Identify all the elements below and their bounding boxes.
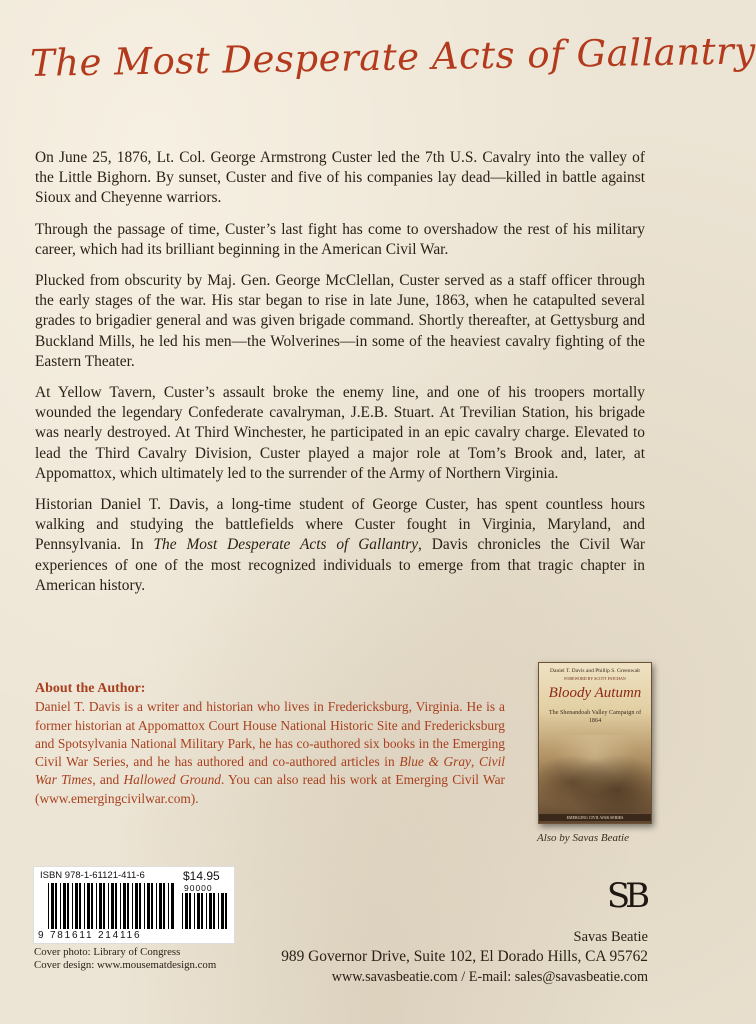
barcode-bar — [159, 883, 162, 929]
book-title: The Most Desperate Acts of Gallantry — [29, 29, 756, 85]
barcode-bar — [218, 893, 219, 929]
publisher-info — [281, 928, 648, 987]
barcode-bar — [103, 883, 105, 929]
barcode-bar — [194, 893, 195, 929]
barcode-bar — [144, 883, 145, 929]
publisher-address: 989 Governor Drive, Suite 102, El Dorado Hills, CA 95762 — [281, 948, 648, 965]
barcode-bar — [60, 883, 61, 929]
blurb-paragraph-2: Through the passage of time, Custer’s last fight has come to overshadow the rest of his military career, which had its brilliant beginning in the American Civil War. — [35, 220, 645, 258]
photo-credit: Cover photo: Library of Congress — [34, 946, 181, 958]
barcode-bar — [197, 893, 200, 929]
barcode-bar — [51, 883, 54, 929]
barcode-bar — [225, 893, 227, 929]
magazine-2: Civil War Times — [35, 754, 506, 788]
barcode-bar — [209, 893, 212, 929]
barcode-bar — [151, 883, 153, 929]
addon-bars — [182, 893, 228, 929]
barcode-bar — [147, 883, 150, 929]
price: $14.95 — [183, 869, 220, 883]
barcode-bar — [135, 883, 138, 929]
barcode — [34, 867, 234, 943]
ean-digits: 9 781611 214116 — [38, 930, 142, 941]
barcode-bar — [55, 883, 57, 929]
barcode-bar — [168, 883, 169, 929]
barcode-bar — [123, 883, 126, 929]
related-book-cover — [538, 662, 652, 824]
barcode-bar — [67, 883, 69, 929]
about-sep-2: , and — [92, 772, 124, 788]
p5-book-title: The Most Desperate Acts of Gallantry — [153, 536, 419, 554]
publisher-logo: SB — [606, 876, 646, 916]
publisher-name: Savas Beatie — [573, 929, 648, 945]
blurb — [35, 148, 645, 607]
cover-title: Bloody Autumn — [548, 685, 642, 701]
barcode-bar — [91, 883, 93, 929]
addon-digits: 90000 — [184, 883, 213, 893]
barcode-bar — [115, 883, 117, 929]
barcode-bar — [111, 883, 114, 929]
barcode-bar — [75, 883, 78, 929]
cover-series: EMERGING CIVIL WAR SERIES — [539, 814, 651, 821]
barcode-bar — [185, 893, 188, 929]
barcode-bar — [206, 893, 207, 929]
barcode-bar — [132, 883, 133, 929]
barcode-bar — [201, 893, 203, 929]
barcode-bar — [96, 883, 97, 929]
barcode-bar — [72, 883, 73, 929]
barcode-bar — [108, 883, 109, 929]
barcode-bar — [99, 883, 102, 929]
blurb-paragraph-5 — [35, 495, 645, 596]
barcode-bar — [139, 883, 141, 929]
barcode-bar — [221, 893, 224, 929]
publisher-web-email: www.savasbeatie.com / E-mail: sales@savasbeatie.com — [331, 969, 648, 985]
barcode-bar — [48, 883, 49, 929]
barcode-bar — [79, 883, 81, 929]
blurb-paragraph-3: Plucked from obscurity by Maj. Gen. George McClellan, Custer served as a staff officer through the early stages of the war. His star began to rise in late June, 1863, when he catapulted several grades to brigadier general and was given brigade command. Shortly thereafter, at Gettysburg and Buckland Mills, he led his men—the Wolverines—in some of the heaviest cavalry fighting of the Eastern Theater. — [35, 272, 645, 370]
about-heading: About the Author: — [35, 681, 146, 696]
barcode-bar — [84, 883, 85, 929]
barcode-bar — [213, 893, 215, 929]
barcode-bar — [156, 883, 157, 929]
about-text-a: Daniel T. Davis is a writer and historian who lives in Fredericksburg, Virginia. He is a former historian at Appomattox Court House National Historic Site and Fredericksburg and Spotsylvania National Military Park, he has co-authored six books in the Emerging Civil War Series, and he has authored and co-authored articles in — [35, 699, 505, 770]
design-credit: Cover design: www.mousematdesign.com — [34, 959, 217, 971]
blurb-paragraph-4: At Yellow Tavern, Custer’s assault broke the enemy line, and one of his troopers mortally wounded the legendary Confederate cavalryman, J.E.B. Stuart. At Trevilian Station, his brigade was nearly destroyed. At Third Winchester, he participated in an epic cavalry charge. Elevated to lead the Third Cavalry Division, Custer played a major role at Tom’s Brook and, later, at Appomattox, which ultimately led to the surrender of the Army of Northern Virginia. — [35, 384, 645, 482]
barcode-bar — [182, 893, 183, 929]
credits — [34, 946, 216, 972]
also-by-caption: Also by Savas Beatie — [537, 832, 629, 844]
magazine-1: Blue & Gray — [399, 754, 472, 770]
p5-text-b: , Davis chronicles the Civil War experiences of one of the most recognized individuals to emerge from that tragic chapter in American history. — [35, 536, 645, 594]
cover-subtitle: The Shenandoah Valley Campaign of 1864 — [548, 709, 642, 724]
barcode-bar — [171, 883, 174, 929]
barcode-bar — [163, 883, 165, 929]
barcode-bar — [127, 883, 129, 929]
about-author — [35, 680, 505, 808]
magazine-3: Hallowed Ground — [123, 772, 221, 788]
cover-foreword: FOREWORD BY SCOTT PATCHAN — [564, 676, 626, 681]
p5-text-a: Historian Daniel T. Davis, a long-time student of George Custer, has spent countless hours walking and studying the battlefields where Custer fought in Virginia, Maryland, and Pennsylvania. In — [35, 496, 645, 554]
cover-artwork — [539, 735, 651, 813]
barcode-bar — [120, 883, 121, 929]
barcode-bar — [63, 883, 66, 929]
about-sep-1: , — [471, 754, 479, 770]
barcode-bar — [189, 893, 191, 929]
isbn-label: ISBN 978-1-61121-411-6 — [40, 870, 145, 881]
about-text-b: . You can also read his work at Emerging Civil War (www.emergingcivilwar.com). — [35, 772, 505, 806]
cover-authors: Daniel T. Davis and Phillip S. Greenwalt — [550, 668, 640, 674]
barcode-bar — [87, 883, 90, 929]
blurb-paragraph-1: On June 25, 1876, Lt. Col. George Armstrong Custer led the 7th U.S. Cavalry into the valley of the Little Bighorn. By sunset, Custer and five of his companies lay dead—killed in battle against Sioux and Cheyenne warriors. — [35, 149, 645, 207]
